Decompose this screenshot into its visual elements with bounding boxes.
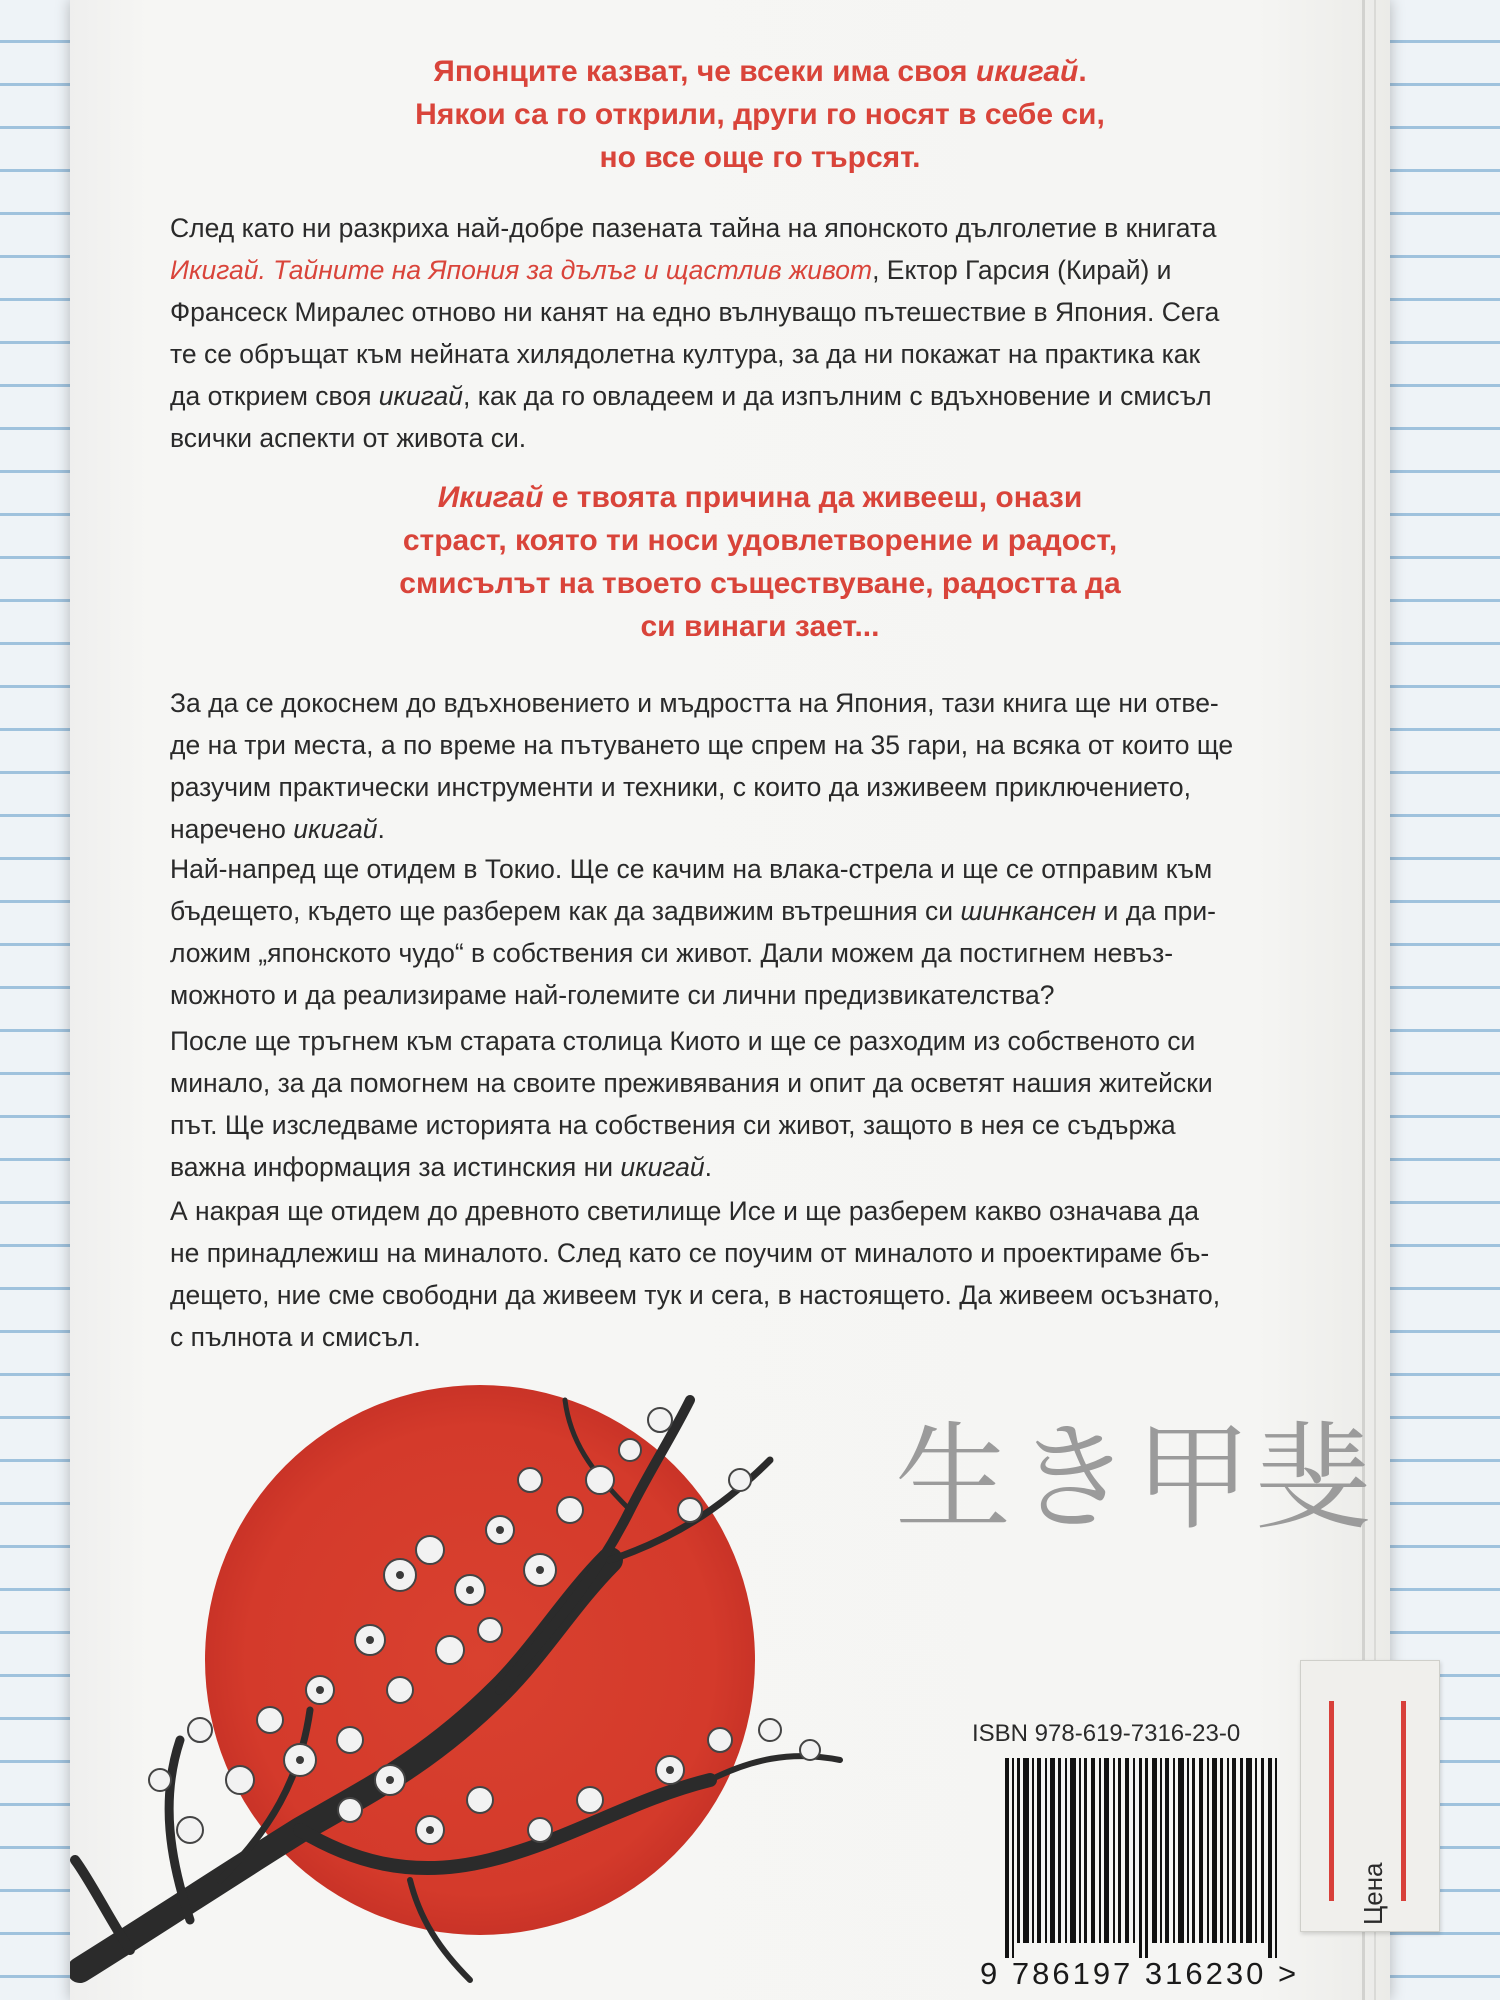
sticker-red-line-left [1329, 1701, 1334, 1901]
paragraph-kyoto: После ще тръгнем към старата столица Киото и ще се разходим из собственото си минало, за да помогнем на своите преживявания и опит да осветят нашия житейски път. Ще изследваме историята на собствения си живот, защото в нея се съдържа важна информация за истинския ни икигай. [170, 1026, 1213, 1182]
intro-paragraph: След като ни разкриха най-добре пазената тайна на японското дълголетие в книгата Икигай. Тайните на Япония за дълъг и щастлив живот, Ектор Гарсия (Кирай) и Франсеск Миралес отново ни канят на едно вълнуващо пътешествие в Япония. Сега те се обръщат към нейната хилядолетна култура, за да ни покажат на практика как да открием своя икигай, как да го овладеем и да изпълним с вдъхновение и смисъл всички аспекти от живота си. [170, 213, 1220, 453]
ikigai-kanji: 生き甲斐 [895, 1411, 1375, 1546]
barcode-graphic [1005, 1758, 1305, 1958]
isbn-text: ISBN 978-619-7316-23-0 [972, 1720, 1241, 1747]
barcode-digits: 9 786197 316230 > [980, 1956, 1300, 1991]
paragraph-journey: За да се докоснем до вдъхновението и мъдростта на Япония, тази книга ще ни отве- де на три места, а по време на пътуването ще спрем на 35 гари, на всяка от които ще разучим практически инструменти и техники, с които да изживеем приключението, наречено икигай. [170, 688, 1234, 844]
ikigai-quote: Икигай е твоята причина да живееш, онази страст, която ти носи удовлетворение и радост, смисълът на твоето съществуване, радостта да си винаги зает... [399, 481, 1121, 643]
sticker-red-line-right [1401, 1701, 1406, 1901]
book-title-reference: Икигай. Тайните на Япония за дълъг и щастлив живот [170, 255, 873, 285]
paragraph-ise: А накрая ще отидем до древното светилище Исе и ще разберем какво означава да не принадлежиш на миналото. След като се поучим от миналото и проектираме бъ- дещето, ние сме свободни да живеем тук и сега, в настоящето. Да живеем осъзнато, с пълнота и смисъл. [170, 1196, 1221, 1352]
headline-line-1: Японците казват, че всеки има своя икигай. [433, 55, 1087, 88]
headline-line-3: но все още го търсят. [599, 141, 921, 174]
paragraph-tokyo: Най-напред ще отидем в Токио. Ще се качим на влака-стрела и ще се отправим към бъдещето, където ще разберем как да задвижим вътрешния си шинкансен и да при- ложим „японското чудо“ в собствения си живот. Дали можем да постигнем невъз- можното и да реализираме най-големите си лични предизвикателства? [170, 854, 1216, 1010]
sun-and-blossom-illustration [70, 1360, 970, 2000]
headline [240, 50, 1280, 179]
price-label: Цена [1358, 1862, 1388, 1925]
headline-line-2: Някои са го открили, други го носят в себе си, [415, 98, 1105, 131]
